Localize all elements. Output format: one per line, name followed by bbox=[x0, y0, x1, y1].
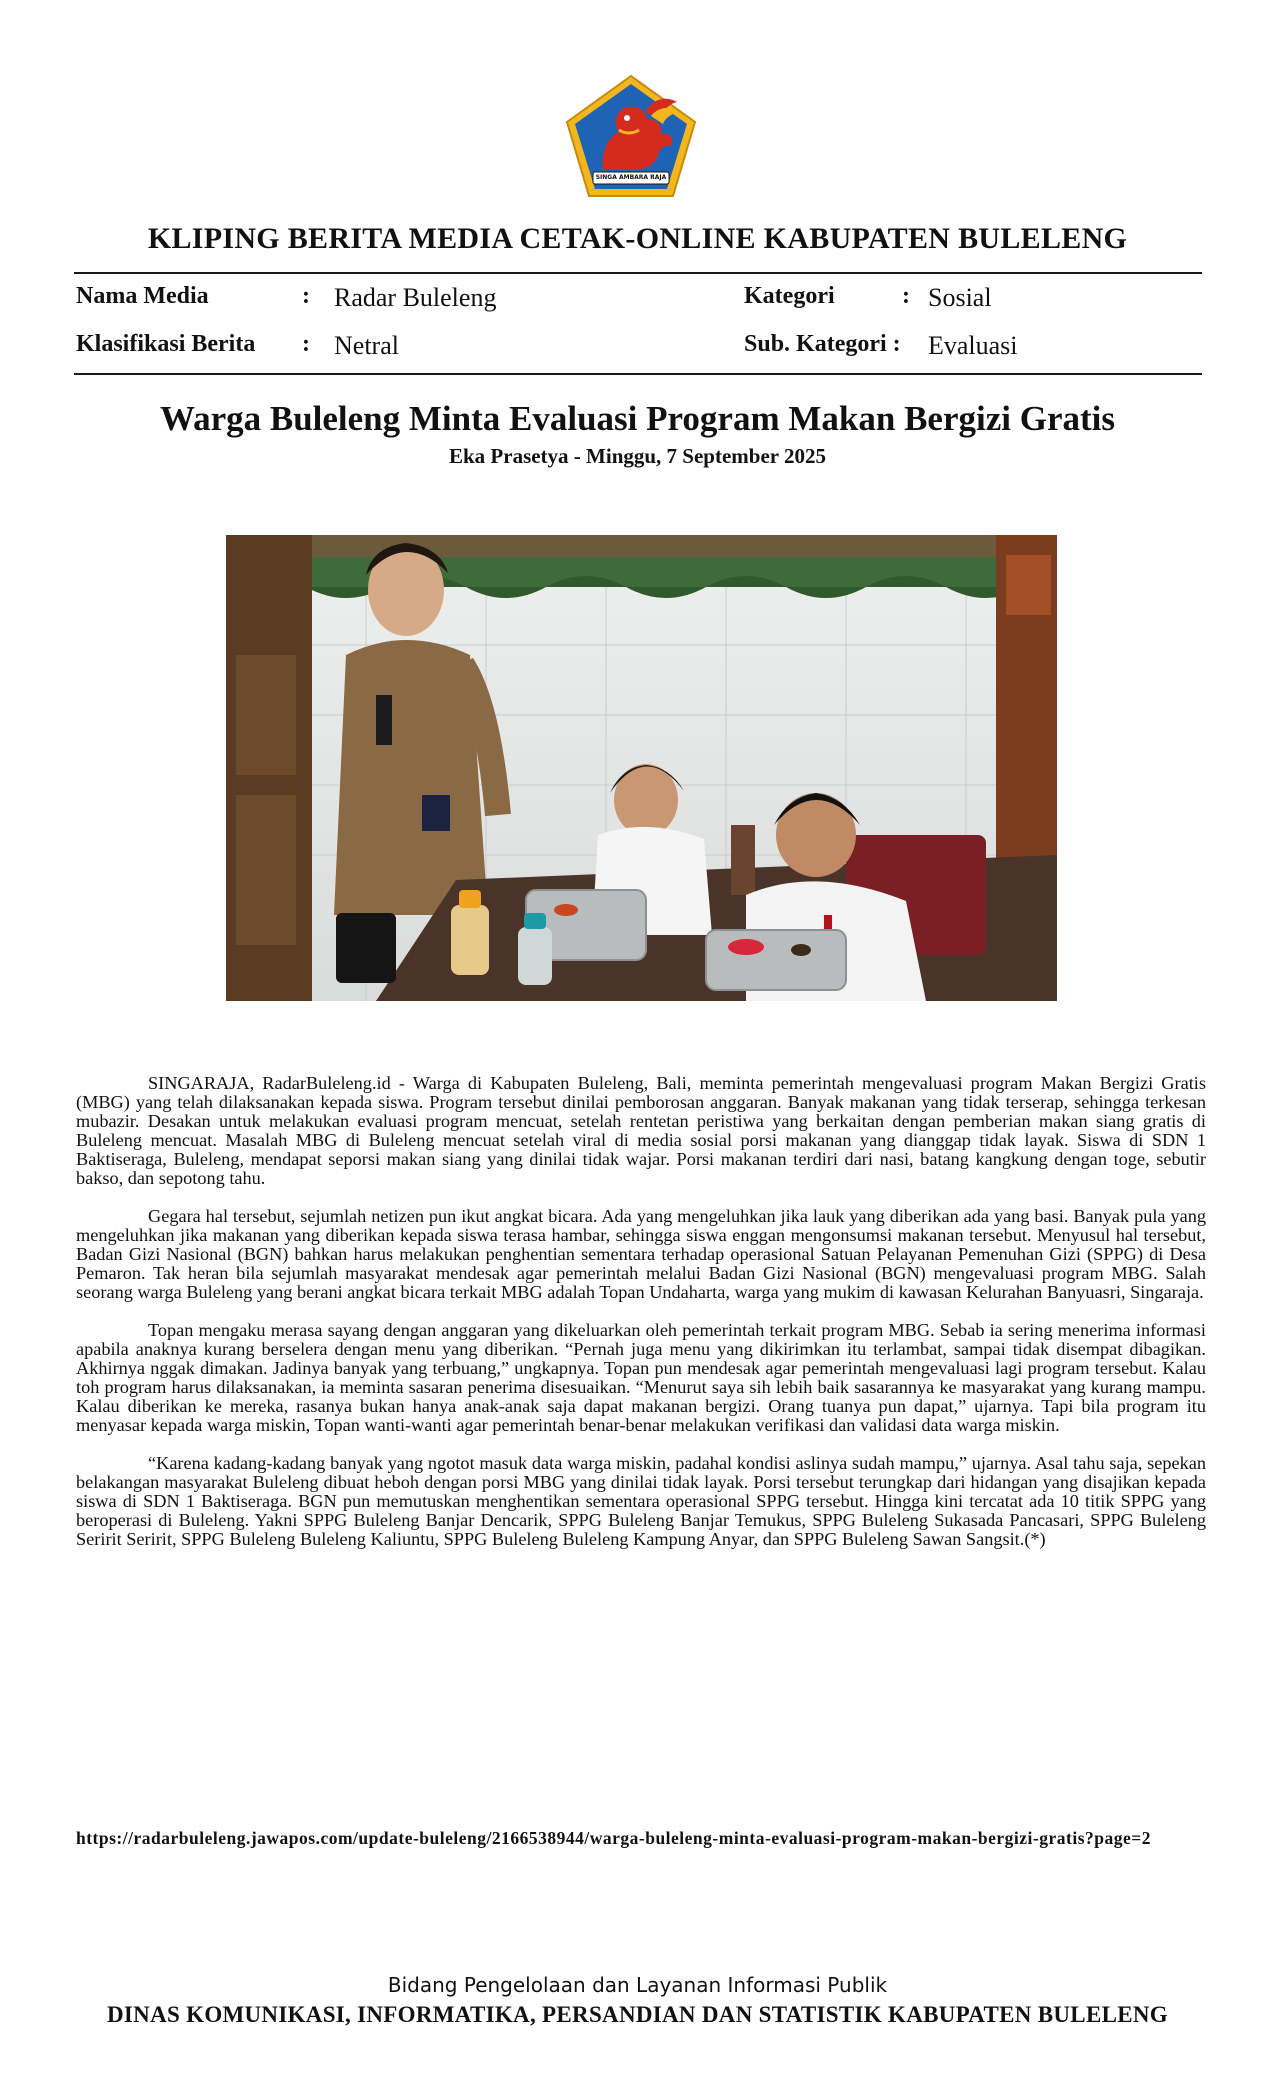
page-title: KLIPING BERITA MEDIA CETAK-ONLINE KABUPATEN BULELENG bbox=[147, 222, 1128, 255]
subkategori-label: Sub. Kategori : bbox=[744, 331, 901, 357]
footer-agency: DINAS KOMUNIKASI, INFORMATIKA, PERSANDIAN DAN STATISTIK KABUPATEN BULELENG bbox=[107, 2002, 1168, 2027]
media-label: Nama Media bbox=[76, 283, 209, 309]
article-paragraph: Topan mengaku merasa sayang dengan anggaran yang dikeluarkan oleh pemerintah terkait program MBG. Sebab ia sering menerima informasi apabila anaknya kurang berselera dengan menu yang diberikan. “Pernah juga menu yang dikirimkan itu terlambat, sampai tidak disempat dibagikan. Akhirnya nggak dimakan. Jadinya banyak yang terbuang,” ungkapnya. Topan pun mendesak agar pemerintah mengevaluasi lagi program tersebut. Kalau toh program harus dilaksanakan, ia meminta sasaran penerima disesuaikan. “Menurut saya sih lebih baik sasarannya ke masyarakat yang kurang mampu. Kalau diberikan ke mereka, rasanya bukan hanya anak-anak saja dapat makanan bergizi. Orang tuanya pun dapat,” ujarnya. Tapi bila program itu menyasar kepada warga miskin, Topan wanti-wanti agar pemerintah benar-benar melakukan verifikasi dan validasi data warga miskin. bbox=[76, 1320, 1206, 1435]
media-colon: : bbox=[302, 283, 310, 309]
footer-division: Bidang Pengelolaan dan Layanan Informasi Publik bbox=[387, 1973, 888, 1997]
logo-motto: SINGA AMBARA RAJA bbox=[595, 174, 667, 181]
meta-divider bbox=[74, 373, 1202, 375]
subkategori-value: Evaluasi bbox=[928, 331, 1018, 360]
klasifikasi-value: Netral bbox=[334, 331, 399, 360]
article-paragraph: SINGARAJA, RadarBuleleng.id - Warga di Kabupaten Buleleng, Bali, meminta pemerintah mengevaluasi program Makan Bergizi Gratis (MBG) yang telah dilaksanakan kepada siswa. Program tersebut dinilai pemborosan anggaran. Banyak makanan yang tidak terserap, sehingga terkesan mubazir. Desakan untuk melakukan evaluasi program mencuat, setelah rentetan peristiwa yang berkaitan dengan pemberian makan siang gratis di Buleleng mencuat. Masalah MBG di Buleleng mencuat setelah viral di media sosial porsi makanan yang dianggap tidak layak. Siswa di SDN 1 Baktiseraga, Buleleng, mendapat seporsi makan siang yang dinilai tidak wajar. Porsi makanan terdiri dari nasi, batang kangkung dengan toge, sebutir bakso, dan sepotong tahu. bbox=[76, 1073, 1206, 1188]
article-paragraph: Gegara hal tersebut, sejumlah netizen pun ikut angkat bicara. Ada yang mengeluhkan jika lauk yang diberikan ada yang basi. Banyak pula yang mengeluhkan jika makanan yang diberikan kepada siswa terasa hambar, sehingga siswa enggan mengonsumsi makanan tersebut. Menyusul hal tersebut, Badan Gizi Nasional (BGN) bahkan harus melakukan penghentian sementara terhadap operasional Satuan Pelayanan Pemenuhan Gizi (SPPG) di Desa Pemaron. Tak heran bila sejumlah masyarakat mendesak agar pemerintah melalui Badan Gizi Nasional (BGN) mengevaluasi program MBG. Salah seorang warga Buleleng yang berani angkat bicara terkait MBG adalah Topan Undaharta, warga yang mukim di kawasan Kelurahan Banyuasri, Singaraja. bbox=[76, 1206, 1206, 1302]
klasifikasi-colon: : bbox=[302, 331, 310, 357]
regency-logo bbox=[563, 72, 699, 200]
header-divider bbox=[74, 272, 1202, 274]
kategori-label: Kategori bbox=[744, 283, 835, 309]
media-value: Radar Buleleng bbox=[334, 283, 497, 312]
article-byline: Eka Prasetya - Minggu, 7 September 2025 bbox=[448, 444, 826, 468]
kategori-value: Sosial bbox=[928, 283, 992, 312]
article-body bbox=[76, 1074, 1206, 1568]
source-url: https://radarbuleleng.jawapos.com/update-buleleng/2166538944/warga-buleleng-minta-evaluasi-program-makan-bergizi-gratis?page=2 bbox=[76, 1828, 1151, 1848]
article-headline: Warga Buleleng Minta Evaluasi Program Makan Bergizi Gratis bbox=[160, 399, 1115, 438]
kategori-colon: : bbox=[902, 283, 910, 309]
klasifikasi-label: Klasifikasi Berita bbox=[76, 331, 256, 357]
article-photo bbox=[226, 535, 1057, 1001]
article-paragraph: “Karena kadang-kadang banyak yang ngotot masuk data warga miskin, padahal kondisi aslinya sudah mampu,” ujarnya. Asal tahu saja, sepekan belakangan masyarakat Buleleng dibuat heboh dengan porsi MBG yang dinilai tidak layak. Porsi tersebut terungkap dari hidangan yang disajikan kepada siswa di SDN 1 Baktiseraga. BGN pun memutuskan menghentikan sementara operasional SPPG tersebut. Hingga kini tercatat ada 10 titik SPPG yang beroperasi di Buleleng. Yakni SPPG Buleleng Banjar Dencarik, SPPG Buleleng Banjar Temukus, SPPG Buleleng Sukasada Pancasari, SPPG Buleleng Seririt Seririt, SPPG Buleleng Buleleng Kaliuntu, SPPG Buleleng Buleleng Kampung Anyar, dan SPPG Buleleng Sawan Sangsit.(*) bbox=[76, 1453, 1206, 1549]
